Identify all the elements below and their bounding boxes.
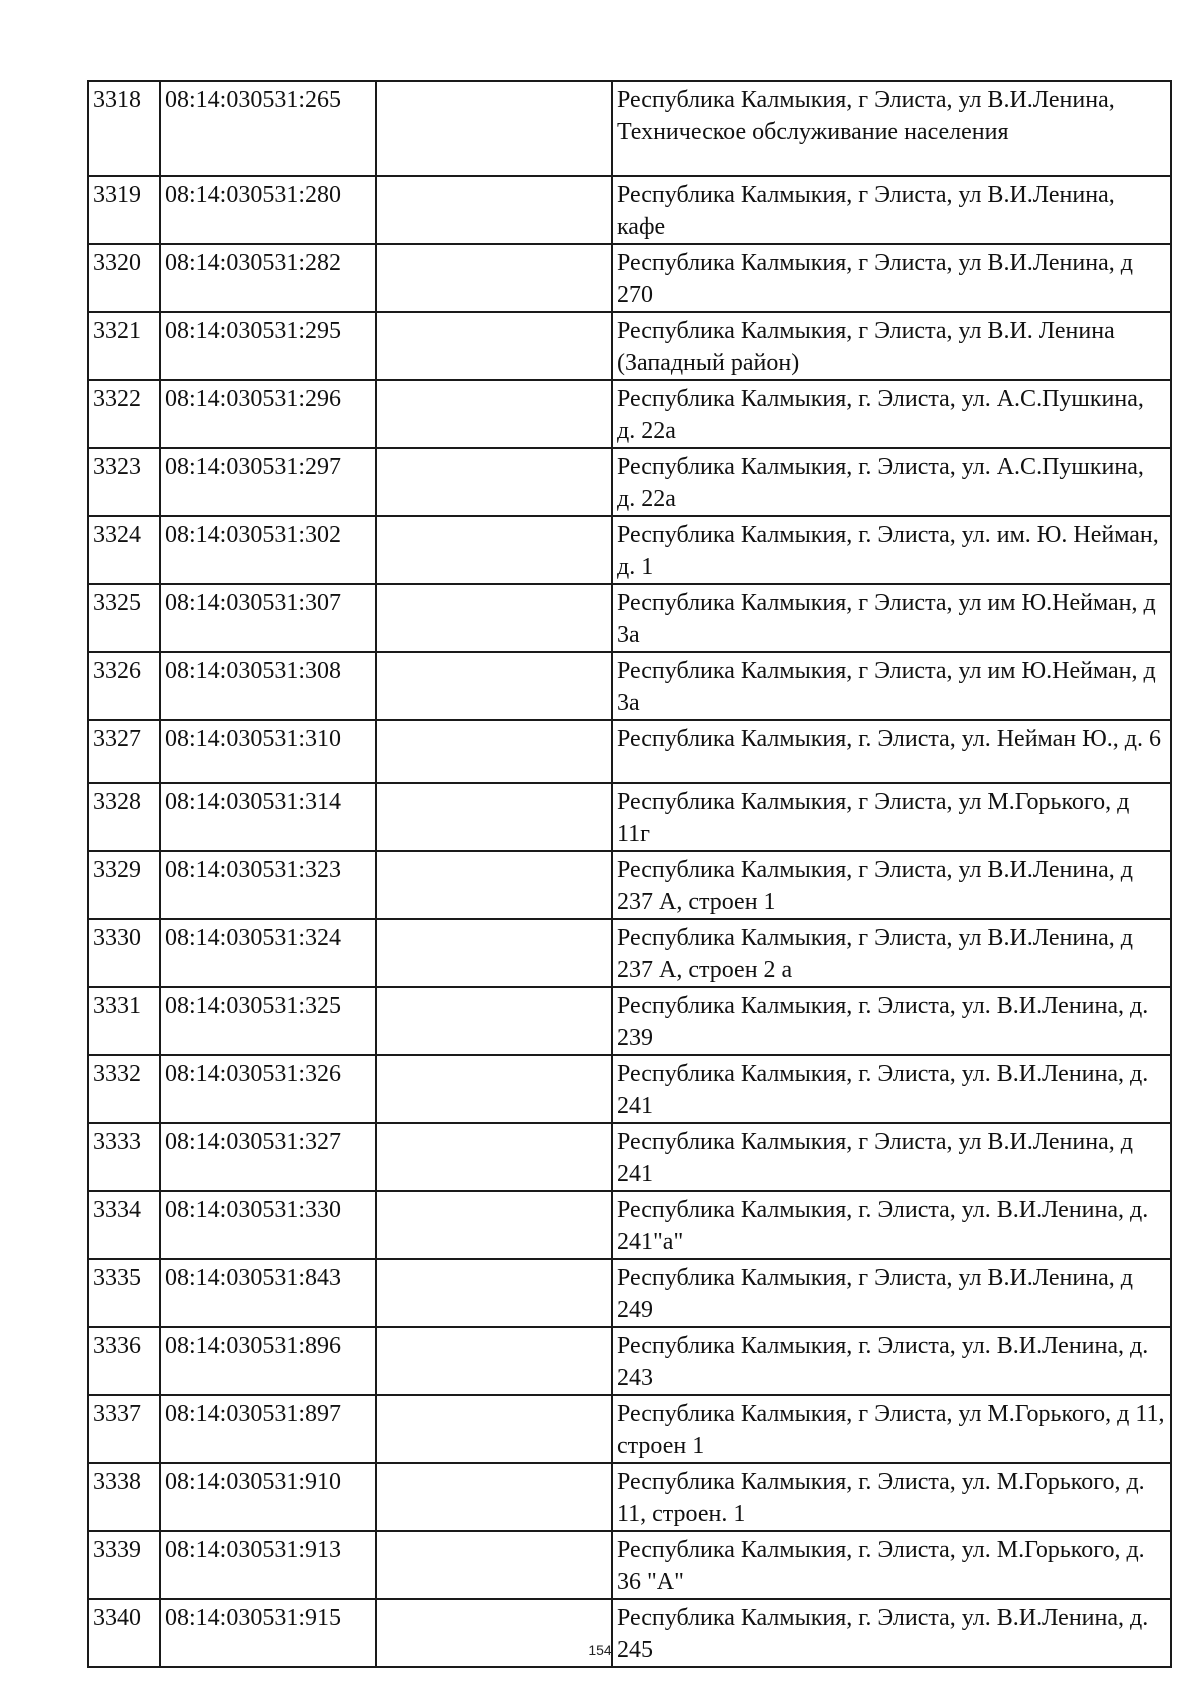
address-cell: Республика Калмыкия, г. Элиста, ул. М.Горького, д. 36 "А": [612, 1531, 1171, 1599]
empty-cell: [376, 851, 612, 919]
row-number-cell: 3335: [88, 1259, 160, 1327]
cadastral-number-cell: 08:14:030531:295: [160, 312, 376, 380]
empty-cell: [376, 380, 612, 448]
cadastral-number-cell: 08:14:030531:326: [160, 1055, 376, 1123]
row-number-cell: 3332: [88, 1055, 160, 1123]
address-cell: Республика Калмыкия, г. Элиста, ул. А.С.Пушкина, д. 22а: [612, 448, 1171, 516]
table-row: [88, 851, 1171, 919]
table-row: [88, 516, 1171, 584]
cadastral-number-cell: 08:14:030531:910: [160, 1463, 376, 1531]
row-number-cell: 3331: [88, 987, 160, 1055]
table-row: [88, 1327, 1171, 1395]
empty-cell: [376, 1531, 612, 1599]
row-number-cell: 3336: [88, 1327, 160, 1395]
row-number-cell: 3320: [88, 244, 160, 312]
table-row: [88, 312, 1171, 380]
table-row: [88, 1259, 1171, 1327]
empty-cell: [376, 1055, 612, 1123]
cadastral-number-cell: 08:14:030531:897: [160, 1395, 376, 1463]
table-row: [88, 720, 1171, 783]
address-cell: Республика Калмыкия, г Элиста, ул В.И.Ленина, кафе: [612, 176, 1171, 244]
row-number-cell: 3318: [88, 81, 160, 176]
table-row: [88, 652, 1171, 720]
address-cell: Республика Калмыкия, г Элиста, ул им Ю.Нейман, д 3а: [612, 652, 1171, 720]
row-number-cell: 3322: [88, 380, 160, 448]
empty-cell: [376, 1395, 612, 1463]
address-cell: Республика Калмыкия, г. Элиста, ул. В.И.Ленина, д. 241"а": [612, 1191, 1171, 1259]
empty-cell: [376, 1123, 612, 1191]
cadastral-number-cell: 08:14:030531:280: [160, 176, 376, 244]
table-row: [88, 81, 1171, 176]
page-number: 154: [588, 1642, 612, 1658]
address-cell: Республика Калмыкия, г Элиста, ул В.И.Ленина, д 237 А, строен 2 а: [612, 919, 1171, 987]
address-cell: Республика Калмыкия, г. Элиста, ул. Нейман Ю., д. 6: [612, 720, 1171, 783]
cadastral-number-cell: 08:14:030531:325: [160, 987, 376, 1055]
cadastral-number-cell: 08:14:030531:297: [160, 448, 376, 516]
address-cell: Республика Калмыкия, г. Элиста, ул. В.И.Ленина, д. 243: [612, 1327, 1171, 1395]
table-row: [88, 783, 1171, 851]
empty-cell: [376, 1191, 612, 1259]
cadastral-number-cell: 08:14:030531:302: [160, 516, 376, 584]
empty-cell: [376, 919, 612, 987]
empty-cell: [376, 1259, 612, 1327]
table-row: [88, 176, 1171, 244]
address-cell: Республика Калмыкия, г Элиста, ул им Ю.Нейман, д 3а: [612, 584, 1171, 652]
cadastral-number-cell: 08:14:030531:314: [160, 783, 376, 851]
cadastral-number-cell: 08:14:030531:323: [160, 851, 376, 919]
cadastral-number-cell: 08:14:030531:308: [160, 652, 376, 720]
registry-table: [87, 80, 1172, 1668]
empty-cell: [376, 176, 612, 244]
address-cell: Республика Калмыкия, г Элиста, ул В.И.Ленина, д 237 А, строен 1: [612, 851, 1171, 919]
row-number-cell: 3323: [88, 448, 160, 516]
empty-cell: [376, 81, 612, 176]
empty-cell: [376, 244, 612, 312]
empty-cell: [376, 720, 612, 783]
table-row: [88, 919, 1171, 987]
table-row: [88, 244, 1171, 312]
address-cell: Республика Калмыкия, г Элиста, ул М.Горького, д 11, строен 1: [612, 1395, 1171, 1463]
address-cell: Республика Калмыкия, г. Элиста, ул. А.С.Пушкина, д. 22а: [612, 380, 1171, 448]
row-number-cell: 3338: [88, 1463, 160, 1531]
row-number-cell: 3333: [88, 1123, 160, 1191]
row-number-cell: 3326: [88, 652, 160, 720]
cadastral-number-cell: 08:14:030531:843: [160, 1259, 376, 1327]
address-cell: Республика Калмыкия, г Элиста, ул В.И. Ленина (Западный район): [612, 312, 1171, 380]
row-number-cell: 3334: [88, 1191, 160, 1259]
address-cell: Республика Калмыкия, г Элиста, ул М.Горького, д 11г: [612, 783, 1171, 851]
row-number-cell: 3330: [88, 919, 160, 987]
row-number-cell: 3340: [88, 1599, 160, 1667]
address-cell: Республика Калмыкия, г Элиста, ул В.И.Ленина, Техническое обслуживание населения: [612, 81, 1171, 176]
table-row: [88, 1123, 1171, 1191]
table-row: [88, 584, 1171, 652]
cadastral-number-cell: 08:14:030531:896: [160, 1327, 376, 1395]
table-row: [88, 1395, 1171, 1463]
cadastral-number-cell: 08:14:030531:327: [160, 1123, 376, 1191]
table-row: [88, 987, 1171, 1055]
address-cell: Республика Калмыкия, г. Элиста, ул. им. Ю. Нейман, д. 1: [612, 516, 1171, 584]
cadastral-number-cell: 08:14:030531:324: [160, 919, 376, 987]
address-cell: Республика Калмыкия, г Элиста, ул В.И.Ленина, д 241: [612, 1123, 1171, 1191]
cadastral-number-cell: 08:14:030531:915: [160, 1599, 376, 1667]
address-cell: Республика Калмыкия, г. Элиста, ул. В.И.Ленина, д. 241: [612, 1055, 1171, 1123]
table-row: [88, 448, 1171, 516]
table-row: [88, 1463, 1171, 1531]
registry-table-body: [88, 81, 1171, 1667]
empty-cell: [376, 1327, 612, 1395]
row-number-cell: 3319: [88, 176, 160, 244]
empty-cell: [376, 783, 612, 851]
cadastral-number-cell: 08:14:030531:296: [160, 380, 376, 448]
cadastral-number-cell: 08:14:030531:265: [160, 81, 376, 176]
cadastral-number-cell: 08:14:030531:310: [160, 720, 376, 783]
row-number-cell: 3339: [88, 1531, 160, 1599]
cadastral-number-cell: 08:14:030531:913: [160, 1531, 376, 1599]
empty-cell: [376, 652, 612, 720]
table-row: [88, 380, 1171, 448]
row-number-cell: 3328: [88, 783, 160, 851]
address-cell: Республика Калмыкия, г Элиста, ул В.И.Ленина, д 249: [612, 1259, 1171, 1327]
table-row: [88, 1191, 1171, 1259]
address-cell: Республика Калмыкия, г. Элиста, ул. В.И.Ленина, д. 245: [612, 1599, 1171, 1667]
address-cell: Республика Калмыкия, г Элиста, ул В.И.Ленина, д 270: [612, 244, 1171, 312]
empty-cell: [376, 987, 612, 1055]
cadastral-number-cell: 08:14:030531:330: [160, 1191, 376, 1259]
empty-cell: [376, 584, 612, 652]
empty-cell: [376, 516, 612, 584]
row-number-cell: 3324: [88, 516, 160, 584]
empty-cell: [376, 1463, 612, 1531]
row-number-cell: 3327: [88, 720, 160, 783]
empty-cell: [376, 312, 612, 380]
address-cell: Республика Калмыкия, г. Элиста, ул. М.Горького, д. 11, строен. 1: [612, 1463, 1171, 1531]
cadastral-number-cell: 08:14:030531:282: [160, 244, 376, 312]
row-number-cell: 3321: [88, 312, 160, 380]
empty-cell: [376, 448, 612, 516]
row-number-cell: 3337: [88, 1395, 160, 1463]
table-row: [88, 1055, 1171, 1123]
table-row: [88, 1531, 1171, 1599]
row-number-cell: 3329: [88, 851, 160, 919]
cadastral-number-cell: 08:14:030531:307: [160, 584, 376, 652]
row-number-cell: 3325: [88, 584, 160, 652]
address-cell: Республика Калмыкия, г. Элиста, ул. В.И.Ленина, д. 239: [612, 987, 1171, 1055]
